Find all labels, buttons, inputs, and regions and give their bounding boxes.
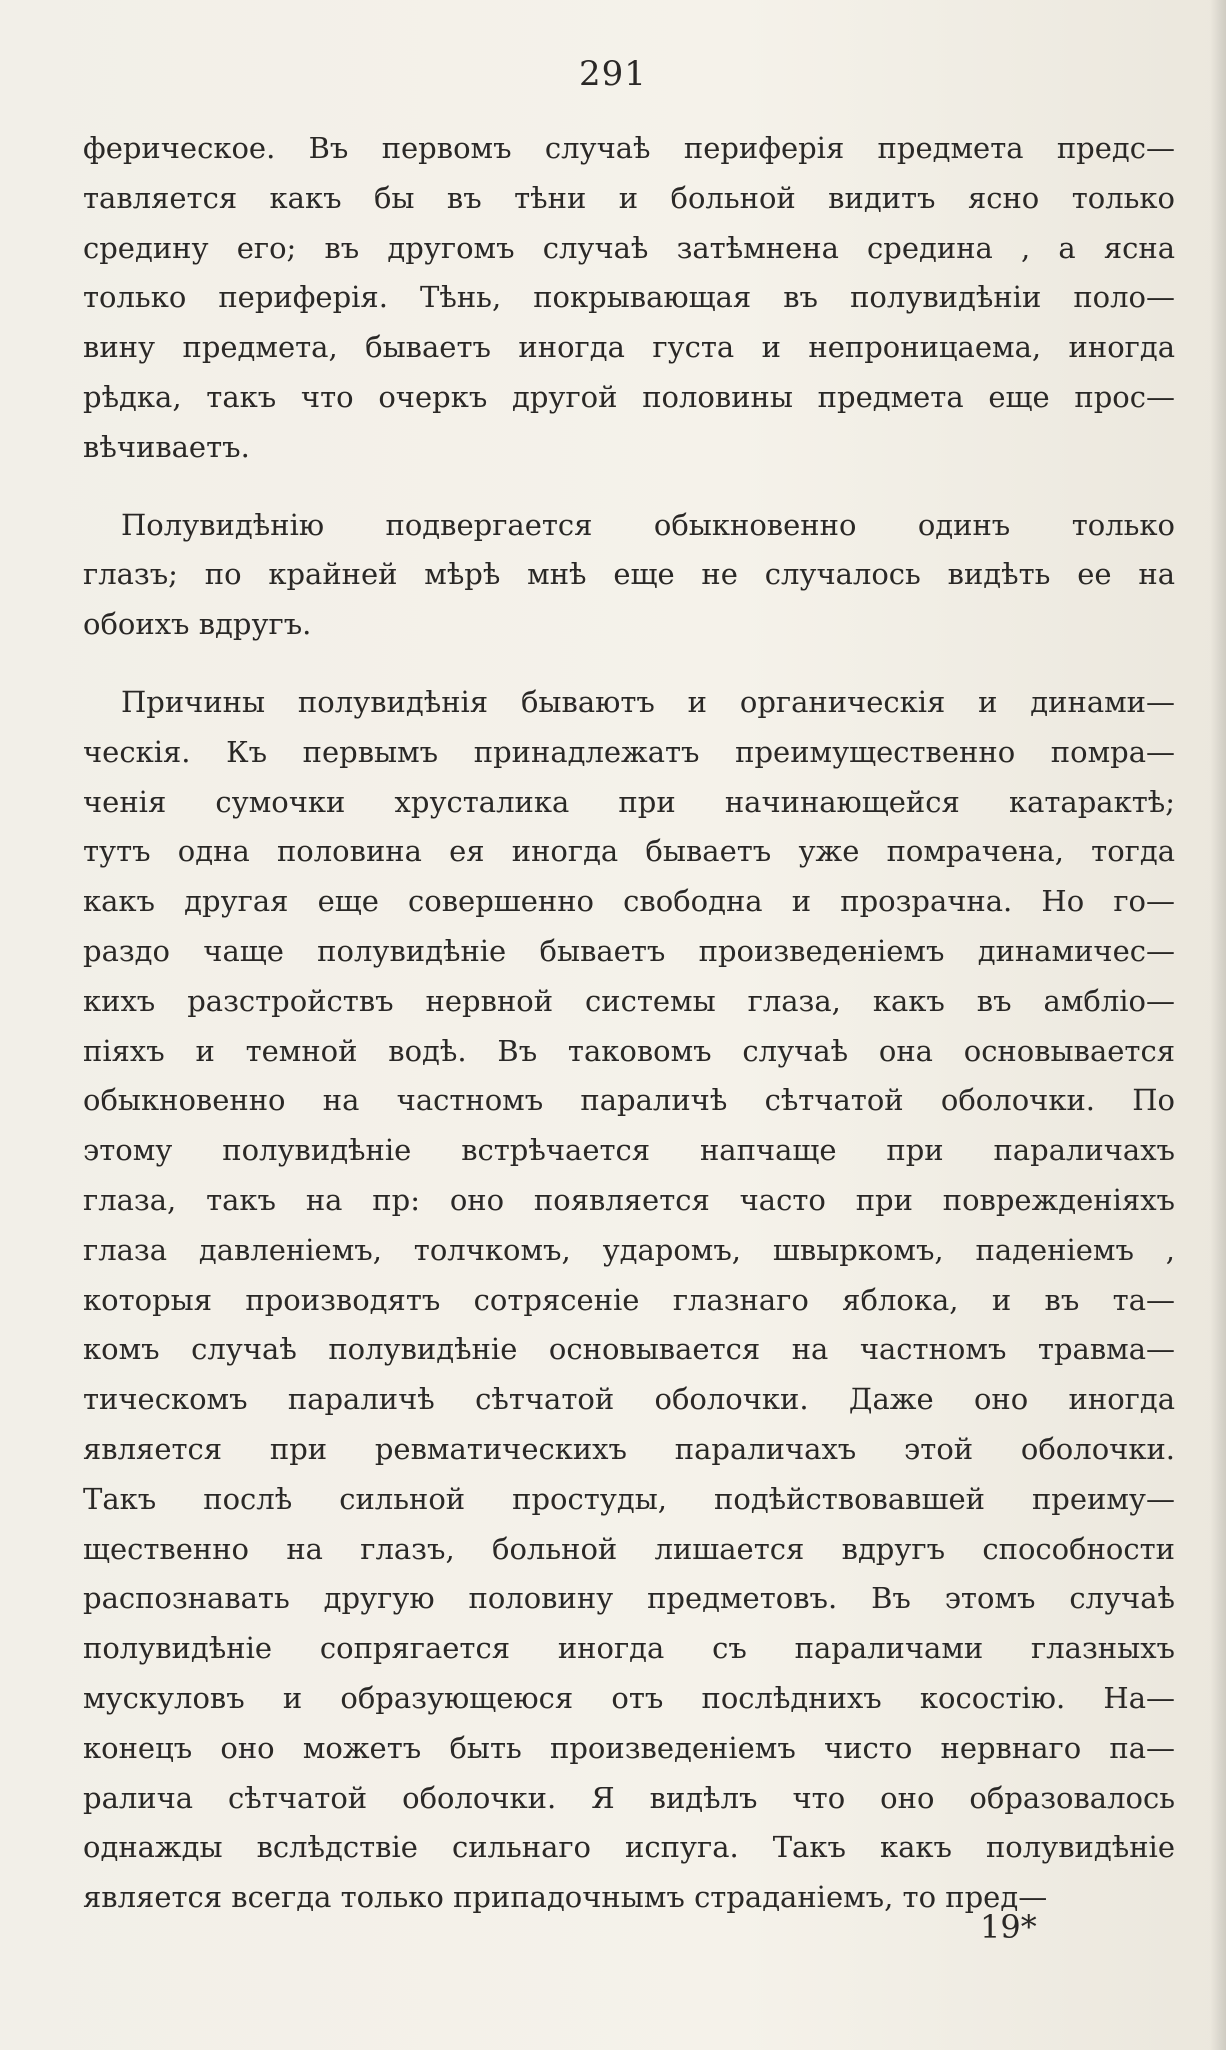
text-line: комъ случаѣ полувидѣніе основывается на частномъ травма— <box>83 1332 1175 1367</box>
text-line: кихъ разстройствъ нервной системы глаза, какъ въ амбліо— <box>83 983 1175 1018</box>
text-line: раздо чаще полувидѣніе бываетъ произведеніемъ динамичес— <box>83 933 1175 968</box>
text-line: ческія. Къ первымъ принадлежатъ преимущественно помра— <box>83 734 1175 769</box>
paragraph <box>83 678 1175 1923</box>
text-line: обоихъ вдругъ. <box>83 607 312 642</box>
text-line: средину его; въ другомъ случаѣ затѣмнена средина , а ясна <box>83 230 1175 265</box>
text-line: ченія сумочки хрусталика при начинающейся катарактѣ; <box>83 784 1175 819</box>
text-line: глаза, такъ на пр: оно появляется часто при поврежденіяхъ <box>83 1182 1175 1217</box>
text-line: Причины полувидѣнія бываютъ и органическія и динами— <box>121 684 1175 719</box>
page-edge-shadow <box>1210 0 1226 2050</box>
text-line: мускуловъ и образующеюся отъ послѣднихъ косостію. На— <box>83 1680 1175 1715</box>
text-line: однажды вслѣдствіе сильнаго испуга. Такъ какъ полувидѣніе <box>83 1830 1175 1865</box>
text-line: тическомъ параличѣ сѣтчатой оболочки. Даже оно иногда <box>83 1382 1175 1417</box>
text-line: щественно на глазъ, больной лишается вдругъ способности <box>83 1531 1175 1566</box>
text-line: является при ревматическихъ параличахъ этой оболочки. <box>83 1431 1175 1466</box>
text-line: глаза давленіемъ, толчкомъ, ударомъ, швыркомъ, паденіемъ , <box>83 1232 1175 1267</box>
text-line: тутъ одна половина ея иногда бываетъ уже помрачена, тогда <box>83 834 1175 869</box>
paragraph <box>83 124 1175 473</box>
text-line: ферическое. Въ первомъ случаѣ периферія предмета предс— <box>83 131 1175 165</box>
paragraph <box>83 501 1175 650</box>
text-line: конецъ оно можетъ быть произведеніемъ чисто нервнаго па— <box>83 1730 1175 1765</box>
text-line: полувидѣніе сопрягается иногда съ параличами глазныхъ <box>83 1631 1175 1666</box>
text-line: этому полувидѣніе встрѣчается напчаще при параличахъ <box>83 1133 1175 1168</box>
text-line: распознавать другую половину предметовъ. Въ этомъ случаѣ <box>83 1581 1175 1616</box>
text-line: піяхъ и темной водѣ. Въ таковомъ случаѣ она основывается <box>83 1033 1175 1068</box>
text-line: является всегда только припадочнымъ страданіемъ, то пред— <box>83 1880 1048 1915</box>
text-line: ралича сѣтчатой оболочки. Я видѣлъ что оно образовалось <box>83 1780 1175 1815</box>
text-line: глазъ; по крайней мѣрѣ мнѣ еще не случалось видѣть ее на <box>83 557 1175 592</box>
text-line: вину предмета, бываетъ иногда густа и непроницаема, иногда <box>83 330 1175 365</box>
text-line: рѣдка, такъ что очеркъ другой половины предмета еще прос— <box>83 379 1175 414</box>
text-line: какъ другая еще совершенно свободна и прозрачна. Но го— <box>83 884 1175 919</box>
text-line: Такъ послѣ сильной простуды, подѣйствовавшей преиму— <box>83 1481 1175 1516</box>
text-line: обыкновенно на частномъ параличѣ сѣтчатой оболочки. По <box>83 1083 1175 1118</box>
printer-signature-mark: 19* <box>980 1908 1037 1946</box>
text-line: которыя производятъ сотрясеніе глазнаго яблока, и въ та— <box>83 1282 1175 1317</box>
body-text <box>83 124 1175 1951</box>
text-line: тавляется какъ бы въ тѣни и больной видитъ ясно только <box>83 180 1175 215</box>
page-number: 291 <box>579 54 647 94</box>
text-line: Полувидѣнію подвергается обыкновенно одинъ только <box>121 507 1175 542</box>
text-line: только периферія. Тѣнь, покрывающая въ полувидѣніи поло— <box>83 280 1175 315</box>
text-line: вѣчиваетъ. <box>83 429 250 464</box>
